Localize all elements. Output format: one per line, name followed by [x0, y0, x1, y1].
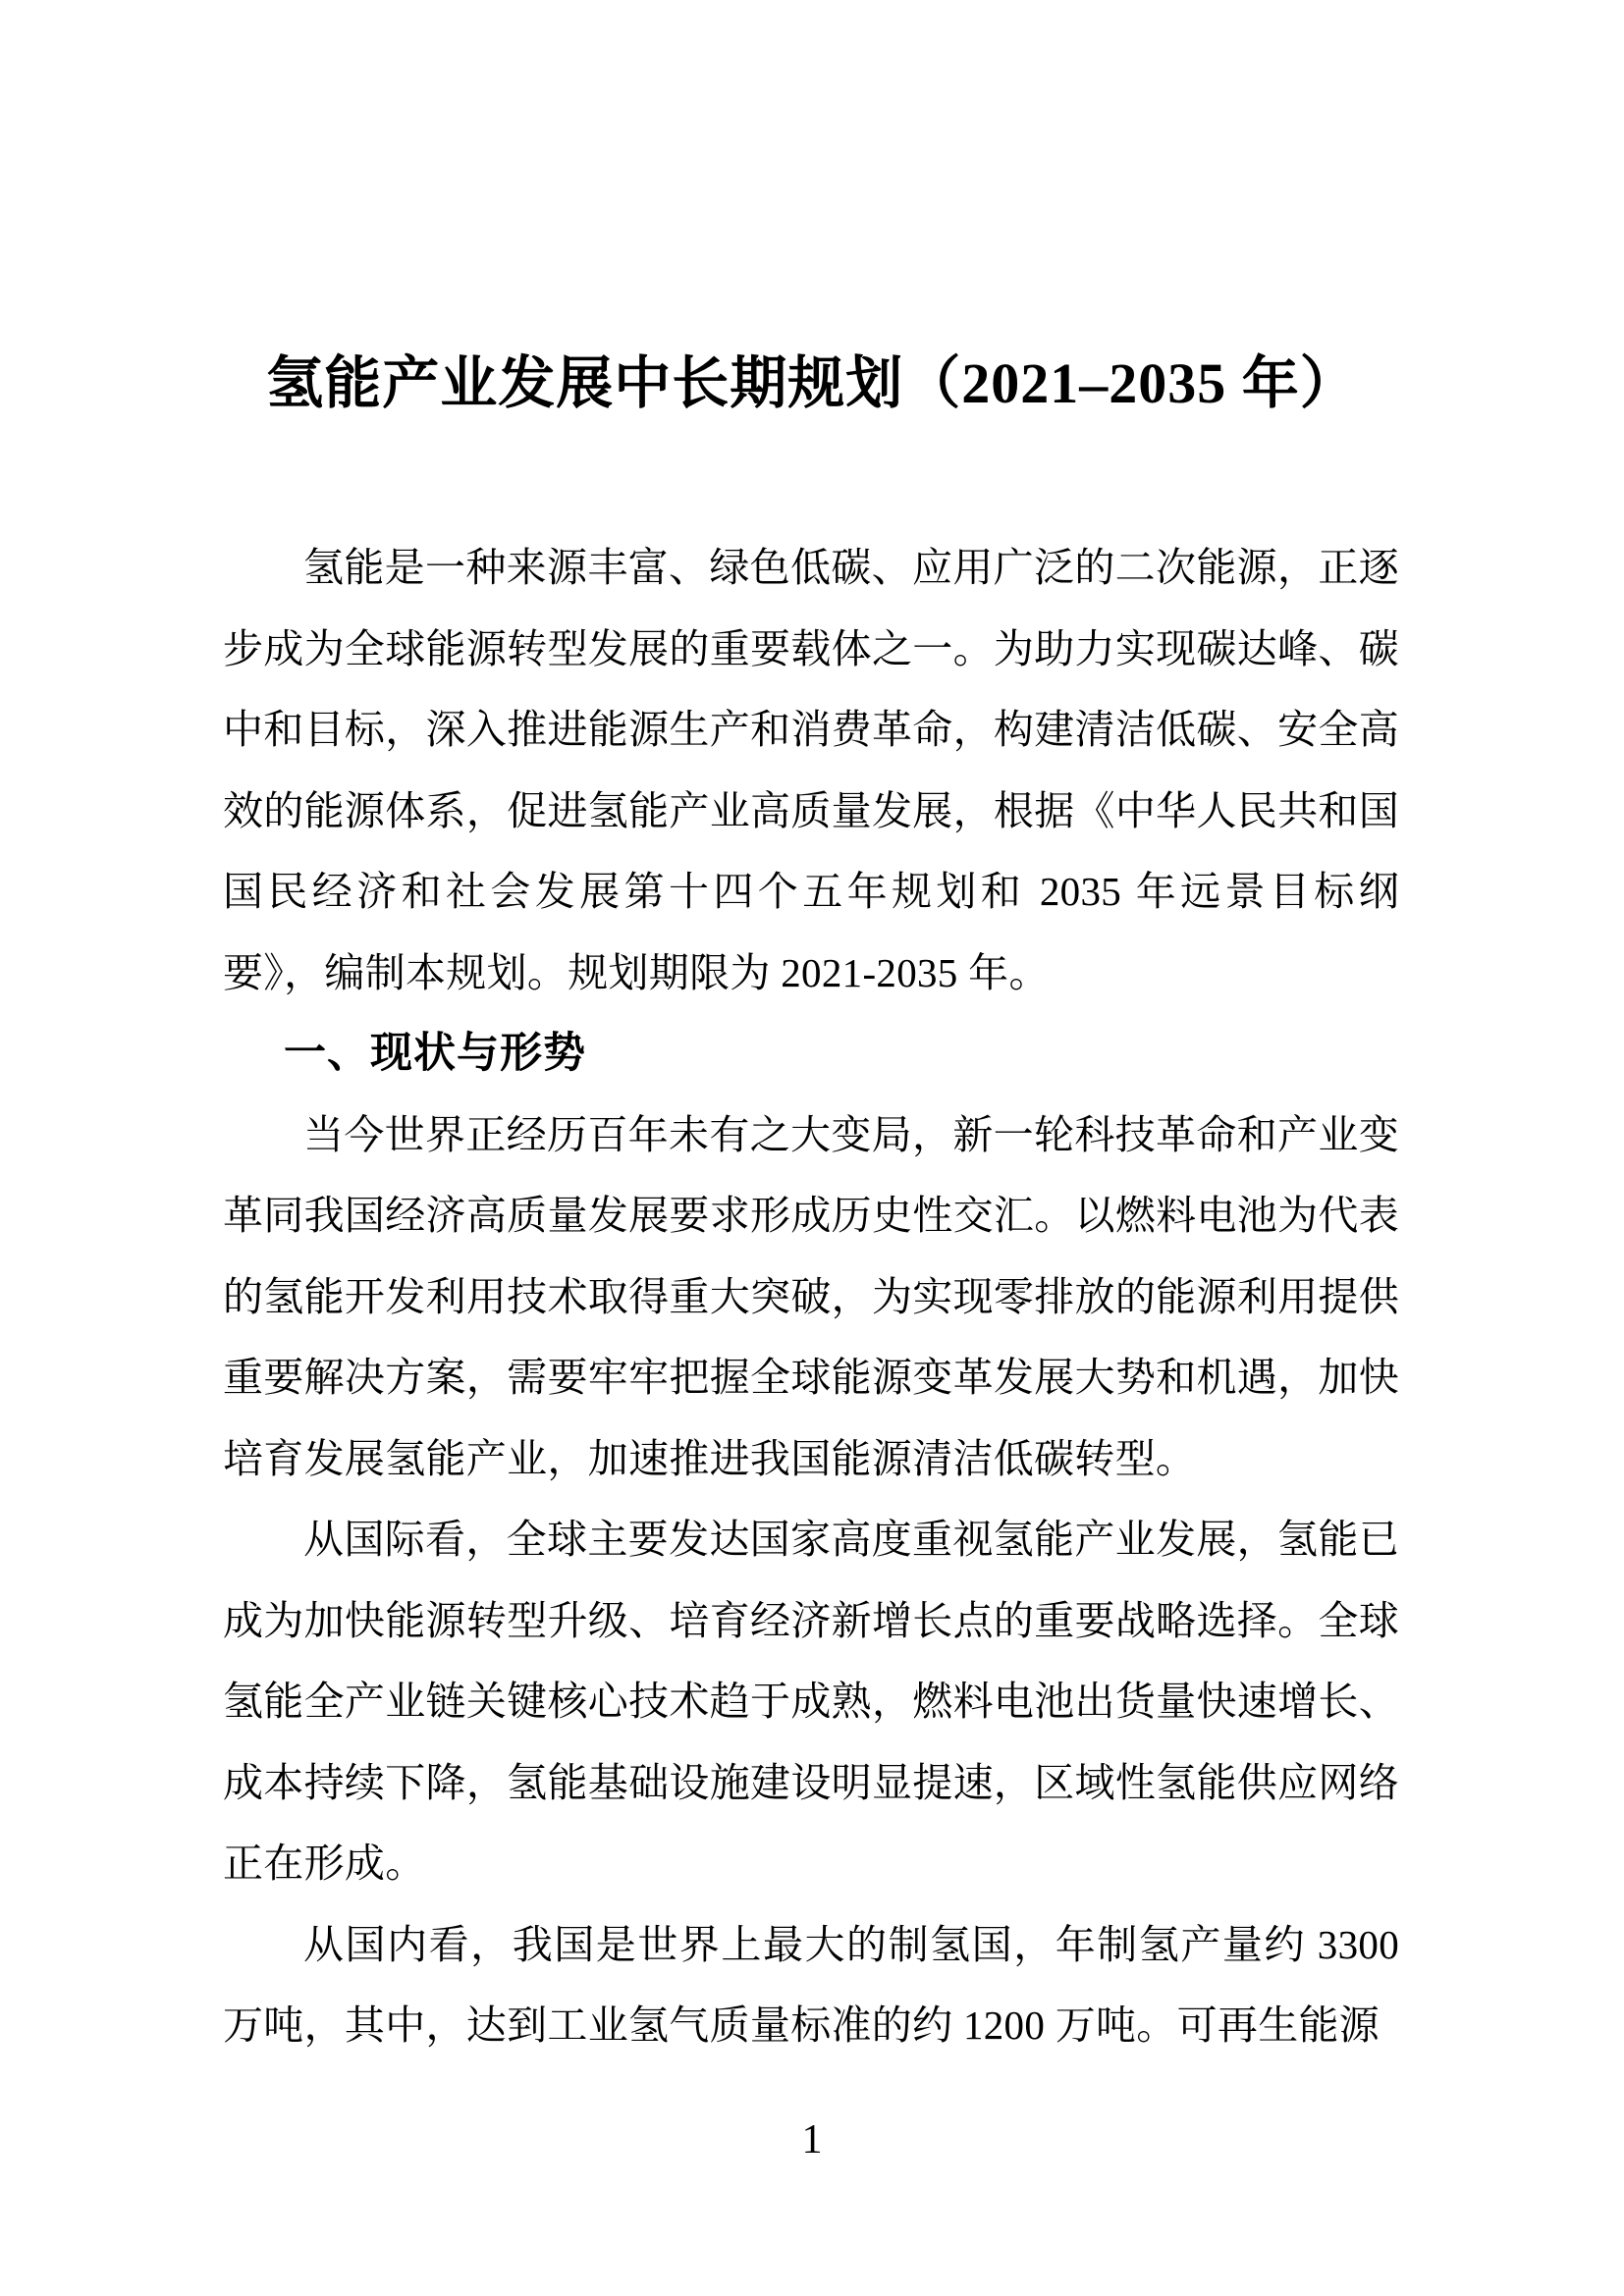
- body-paragraph: 从国内看，我国是世界上最大的制氢国，年制氢产量约 3300 万吨，其中，达到工业氢气质量标准的约 1200 万吨。可再生能源: [223, 1921, 1399, 2048]
- page-number: 1: [801, 2117, 823, 2163]
- body-paragraph: 从国际看，全球主要发达国家高度重视氢能产业发展，氢能已成为加快能源转型升级、培育经济新增长点的重要战略选择。全球氢能全产业链关键核心技术趋于成熟，燃料电池出货量快速增长、成本持续下降，氢能基础设施建设明显提速，区域性氢能供应网络正在形成。: [223, 1517, 1399, 1886]
- document-title: 氢能产业发展中长期规划（2021–2035 年）: [266, 351, 1358, 415]
- section-heading-status-and-situation: 一、现状与形势: [284, 1030, 586, 1077]
- document-body: [223, 527, 1399, 2066]
- intro-paragraph: 氢能是一种来源丰富、绿色低碳、应用广泛的二次能源，正逐步成为全球能源转型发展的重要载体之一。为助力实现碳达峰、碳中和目标，深入推进能源生产和消费革命，构建清洁低碳、安全高效的能源体系，促进氢能产业高质量发展，根据《中华人民共和国国民经济和社会发展第十四个五年规划和 2035 年远景目标纲要》，编制本规划。规划期限为 2021-2035 年。: [223, 545, 1399, 995]
- body-paragraph: 当今世界正经历百年未有之大变局，新一轮科技革命和产业变革同我国经济高质量发展要求形成历史性交汇。以燃料电池为代表的氢能开发利用技术取得重大突破，为实现零排放的能源利用提供重要解决方案，需要牢牢把握全球能源变革发展大势和机遇，加快培育发展氢能产业，加速推进我国能源清洁低碳转型。: [223, 1111, 1399, 1481]
